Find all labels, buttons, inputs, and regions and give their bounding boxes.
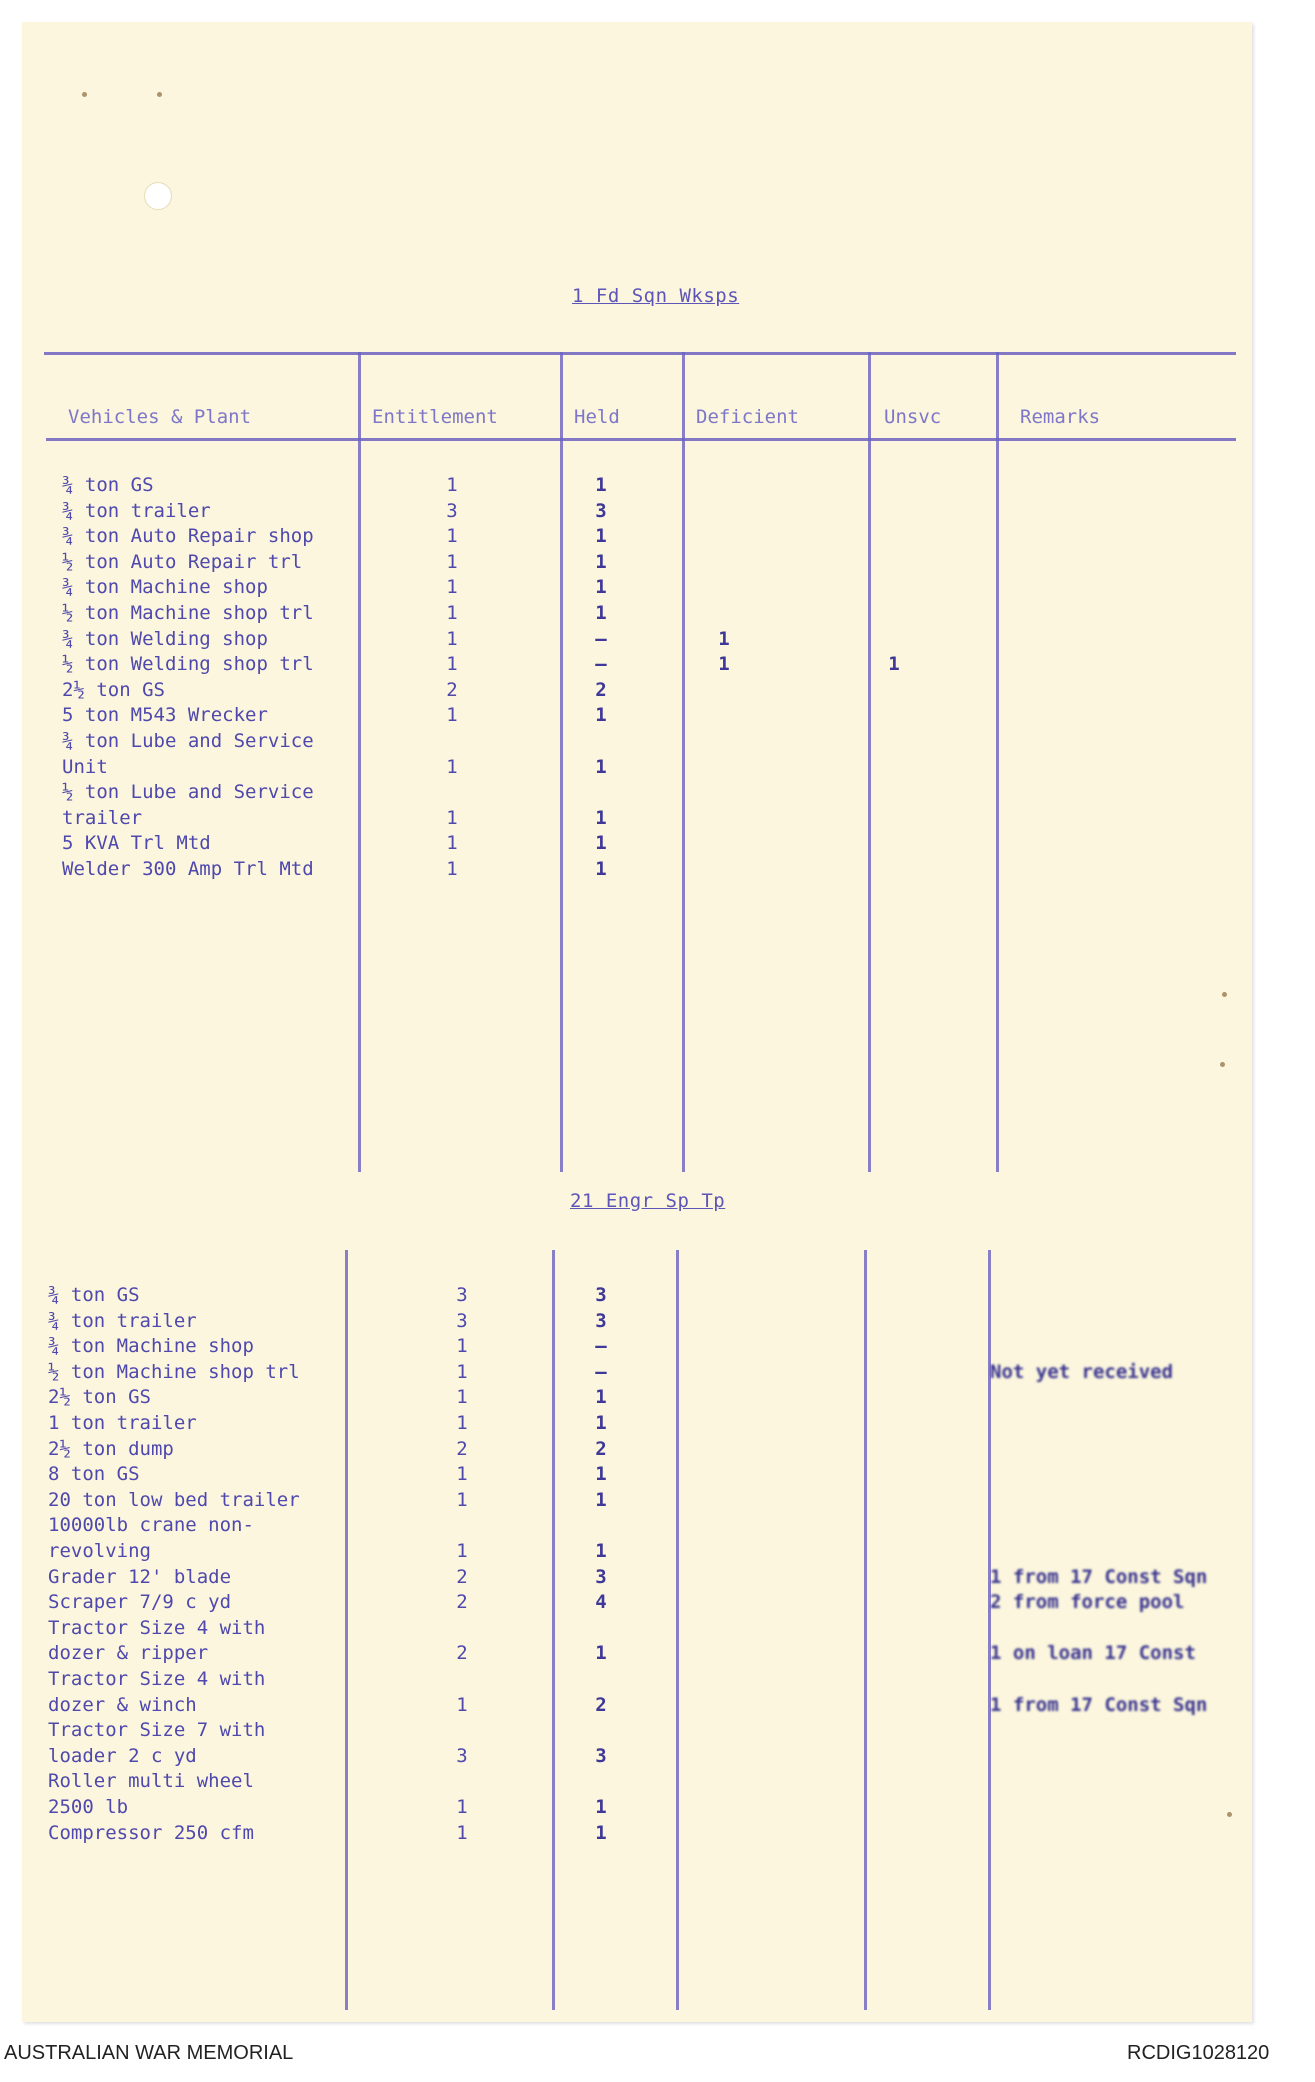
cell-vehicle: 2½ ton GS — [62, 678, 165, 701]
cell-vehicle: 1 ton trailer — [48, 1412, 197, 1434]
table-row — [22, 730, 1252, 755]
footer-record-id: RCDIG1028120 — [1127, 2042, 1270, 2064]
cell-entitlement: 1 — [456, 1335, 468, 1358]
cell-held: 1 — [595, 602, 607, 624]
cell-vehicle: trailer — [62, 806, 143, 829]
cell-held: 1 — [595, 806, 607, 829]
table-row — [22, 1694, 1252, 1719]
table-header-rule — [46, 438, 1236, 441]
table-row — [22, 1438, 1252, 1463]
cell-vehicle: ½ ton Machine shop trl — [62, 602, 314, 624]
table-row — [22, 500, 1252, 525]
cell-held: 3 — [595, 1284, 607, 1306]
header-unsvc: Unsvc — [884, 406, 942, 428]
table-row — [22, 474, 1252, 499]
table-row — [22, 1745, 1252, 1770]
table-top-rule — [44, 352, 1236, 355]
cell-vehicle: 10000lb crane non- — [48, 1514, 254, 1537]
table-row — [22, 781, 1252, 806]
cell-vehicle: ¾ ton Auto Repair shop — [62, 525, 314, 548]
cell-vehicle: 5 KVA Trl Mtd — [62, 832, 211, 855]
table-row — [22, 551, 1252, 576]
cell-entitlement: 1 — [446, 602, 458, 624]
cell-vehicle: Tractor Size 4 with — [48, 1616, 266, 1639]
cell-held: 1 — [595, 576, 607, 599]
table-row — [22, 653, 1252, 678]
table-row — [22, 1335, 1252, 1360]
cell-held: 3 — [595, 1565, 607, 1588]
cell-vehicle: ¾ ton Lube and Service — [62, 730, 314, 752]
cell-entitlement: 2 — [446, 678, 458, 701]
cell-vehicle: ¾ ton Welding shop — [62, 627, 268, 650]
cell-held: 2 — [595, 678, 607, 701]
header-remarks: Remarks — [1020, 406, 1101, 428]
cell-entitlement: 1 — [456, 1796, 468, 1818]
cell-vehicle: dozer & winch — [48, 1693, 197, 1716]
document-sheet — [22, 22, 1252, 2022]
cell-vehicle: 2½ ton dump — [48, 1437, 174, 1460]
cell-held: 1 — [595, 1642, 607, 1665]
table-row — [22, 1489, 1252, 1514]
table-row — [22, 858, 1252, 883]
cell-held: 1 — [595, 1540, 607, 1562]
cell-vehicle: 2½ ton GS — [48, 1386, 151, 1409]
cell-vehicle: ¾ ton trailer — [48, 1309, 197, 1332]
table-row — [22, 1796, 1252, 1821]
cell-held: 3 — [595, 1309, 607, 1332]
cell-vehicle: Tractor Size 7 with — [48, 1719, 266, 1742]
cell-held: 3 — [595, 499, 607, 522]
cell-vehicle: ½ ton Machine shop trl — [48, 1360, 300, 1383]
cell-vehicle: ½ ton Lube and Service — [62, 781, 314, 804]
table-row — [22, 1284, 1252, 1309]
table-row — [22, 1822, 1252, 1847]
cell-vehicle: ½ ton Welding shop trl — [62, 653, 314, 676]
cell-entitlement: 1 — [456, 1463, 468, 1486]
cell-vehicle: Tractor Size 4 with — [48, 1668, 266, 1690]
table-row — [22, 679, 1252, 704]
table-row — [22, 576, 1252, 601]
cell-held: 1 — [595, 1821, 607, 1844]
cell-entitlement: 1 — [456, 1821, 468, 1844]
cell-held: 1 — [595, 1463, 607, 1486]
cell-held: – — [595, 1335, 607, 1358]
header-vehicles: Vehicles & Plant — [68, 406, 252, 428]
cell-vehicle: 20 ton low bed trailer — [48, 1488, 300, 1511]
cell-entitlement: 2 — [456, 1642, 468, 1665]
cell-held: 1 — [595, 474, 607, 496]
cell-held: 1 — [595, 525, 607, 548]
table-row — [22, 1566, 1252, 1591]
paper-speck — [1222, 992, 1227, 997]
table-row — [22, 1310, 1252, 1335]
cell-entitlement: 2 — [456, 1565, 468, 1588]
cell-entitlement: 1 — [446, 832, 458, 855]
table-row — [22, 628, 1252, 653]
cell-vehicle: Grader 12' blade — [48, 1565, 232, 1588]
cell-vehicle: Scraper 7/9 c yd — [48, 1591, 232, 1614]
cell-held: 1 — [595, 858, 607, 880]
cell-entitlement: 3 — [456, 1284, 468, 1306]
cell-entitlement: 1 — [446, 653, 458, 676]
table-row — [22, 1463, 1252, 1488]
cell-entitlement: 1 — [446, 806, 458, 829]
cell-vehicle: ¾ ton Machine shop — [48, 1335, 254, 1358]
cell-held: 4 — [595, 1591, 607, 1614]
cell-vehicle: ¾ ton GS — [62, 474, 154, 496]
section-title: 1 Fd Sqn Wksps — [572, 285, 740, 307]
cell-unsvc: 1 — [888, 653, 900, 676]
cell-remarks: 1 on loan 17 Const — [990, 1642, 1196, 1665]
cell-vehicle: ½ ton Auto Repair trl — [62, 550, 303, 573]
cell-remarks: 1 from 17 Const Sqn — [990, 1693, 1208, 1716]
footer-archive-name: AUSTRALIAN WAR MEMORIAL — [4, 2042, 294, 2064]
cell-held: – — [595, 653, 607, 676]
cell-entitlement: 3 — [456, 1744, 468, 1767]
punch-hole — [144, 182, 172, 210]
cell-entitlement: 1 — [446, 576, 458, 599]
cell-vehicle: 5 ton M543 Wrecker — [62, 704, 268, 727]
table-row — [22, 1719, 1252, 1744]
cell-held: 1 — [595, 1412, 607, 1434]
table-row — [22, 1514, 1252, 1539]
cell-held: 1 — [595, 1796, 607, 1818]
cell-held: 2 — [595, 1437, 607, 1460]
cell-vehicle: Roller multi wheel — [48, 1770, 254, 1793]
cell-deficient: 1 — [718, 653, 730, 676]
cell-vehicle: revolving — [48, 1540, 151, 1562]
cell-vehicle: ¾ ton GS — [48, 1284, 140, 1306]
table-row — [22, 1540, 1252, 1565]
cell-entitlement: 1 — [456, 1693, 468, 1716]
table-row — [22, 602, 1252, 627]
cell-held: 1 — [595, 755, 607, 778]
cell-entitlement: 2 — [456, 1591, 468, 1614]
cell-vehicle: loader 2 c yd — [48, 1744, 197, 1767]
cell-vehicle: 8 ton GS — [48, 1463, 140, 1486]
cell-entitlement: 1 — [456, 1386, 468, 1409]
cell-vehicle: ¾ ton trailer — [62, 499, 211, 522]
cell-held: 1 — [595, 704, 607, 727]
cell-entitlement: 2 — [456, 1437, 468, 1460]
cell-remarks: Not yet received — [990, 1360, 1174, 1383]
cell-remarks: 1 from 17 Const Sqn — [990, 1565, 1208, 1588]
cell-vehicle: Compressor 250 cfm — [48, 1821, 254, 1844]
cell-entitlement: 3 — [446, 499, 458, 522]
table-row — [22, 525, 1252, 550]
cell-held: 1 — [595, 1386, 607, 1409]
header-deficient: Deficient — [696, 406, 799, 428]
cell-entitlement: 1 — [456, 1412, 468, 1434]
table-row — [22, 832, 1252, 857]
cell-held: 2 — [595, 1693, 607, 1716]
cell-entitlement: 1 — [446, 525, 458, 548]
cell-entitlement: 1 — [446, 755, 458, 778]
paper-speck — [82, 92, 87, 97]
table-row — [22, 1770, 1252, 1795]
table-row — [22, 1386, 1252, 1411]
cell-held: – — [595, 1360, 607, 1383]
table-row — [22, 1591, 1252, 1616]
cell-entitlement: 1 — [456, 1488, 468, 1511]
cell-vehicle: ¾ ton Machine shop — [62, 576, 268, 599]
table-row — [22, 1617, 1252, 1642]
cell-entitlement: 1 — [446, 550, 458, 573]
cell-deficient: 1 — [718, 627, 730, 650]
cell-vehicle: Unit — [62, 755, 108, 778]
cell-entitlement: 1 — [446, 704, 458, 727]
cell-entitlement: 1 — [446, 474, 458, 496]
cell-vehicle: dozer & ripper — [48, 1642, 209, 1665]
table-row — [22, 807, 1252, 832]
cell-held: 3 — [595, 1744, 607, 1767]
table-row — [22, 756, 1252, 781]
cell-held: – — [595, 627, 607, 650]
header-held: Held — [574, 406, 620, 428]
table-row — [22, 704, 1252, 729]
cell-entitlement: 1 — [446, 627, 458, 650]
table-row — [22, 1642, 1252, 1667]
cell-held: 1 — [595, 550, 607, 573]
cell-entitlement: 1 — [456, 1540, 468, 1562]
cell-vehicle: Welder 300 Amp Trl Mtd — [62, 858, 314, 880]
header-entitlement: Entitlement — [372, 406, 498, 428]
cell-entitlement: 1 — [446, 858, 458, 880]
table-row — [22, 1361, 1252, 1386]
paper-speck — [1220, 1062, 1225, 1067]
section-title: 21 Engr Sp Tp — [570, 1190, 726, 1212]
cell-held: 1 — [595, 832, 607, 855]
cell-remarks: 2 from force pool — [990, 1591, 1185, 1614]
paper-speck — [157, 92, 162, 97]
cell-entitlement: 3 — [456, 1309, 468, 1332]
table-row — [22, 1412, 1252, 1437]
table-row — [22, 1668, 1252, 1693]
cell-held: 1 — [595, 1488, 607, 1511]
cell-entitlement: 1 — [456, 1360, 468, 1383]
cell-vehicle: 2500 lb — [48, 1796, 129, 1818]
